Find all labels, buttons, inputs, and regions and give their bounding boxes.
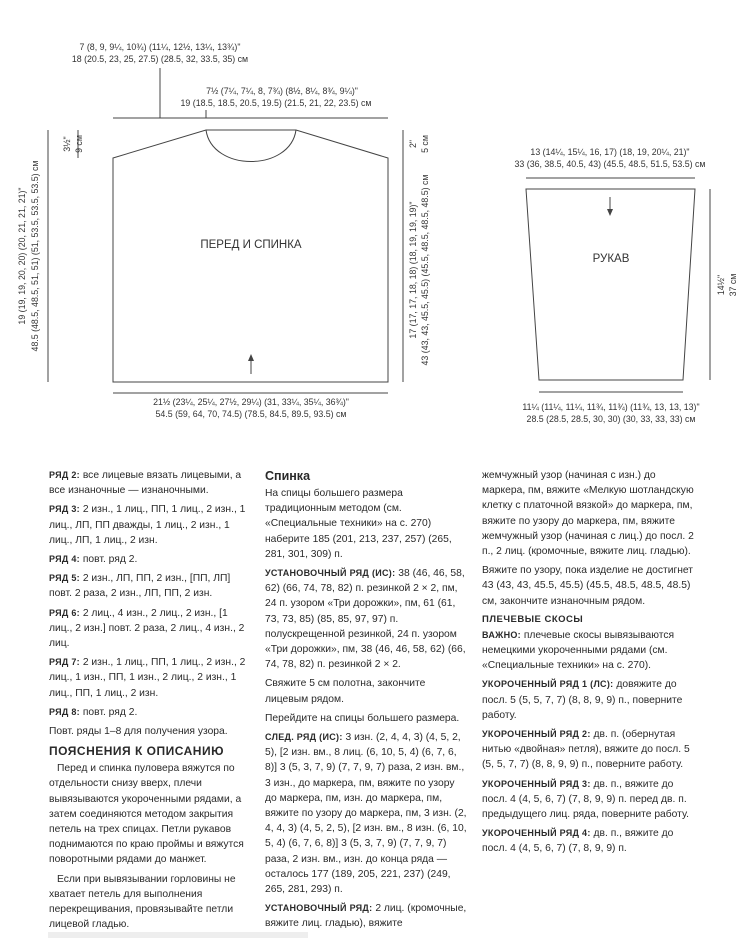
- back-paragraph-2: Свяжите 5 см полотна, закончите лицевым рядом.: [265, 678, 426, 705]
- short-row-1: [482, 677, 700, 723]
- back-section-title: Спинка: [265, 469, 311, 483]
- sleeve-top-width-cm: 33 (36, 38.5, 40.5, 43) (45.5, 48.5, 51.5, 53.5) см: [514, 159, 706, 169]
- row-5-text: 2 изн., ЛП, ПП, 2 изн., [ПП, ЛП] повт. 2 раза, 2 изн., ЛП, ПП, 2 изн.: [49, 573, 231, 600]
- row-2-label: РЯД 2:: [49, 470, 80, 480]
- text-column-2: [265, 468, 468, 936]
- row-2: [49, 468, 249, 498]
- setup-row-ws: [265, 566, 468, 672]
- shoulder-width-cm: 19 (18.5, 18.5, 20.5, 19.5) (21.5, 21, 22, 23.5) см: [180, 98, 372, 108]
- neck-width-in: 7 (8, 9, 9¼, 10¾) (11¼, 12½, 13¼, 13¾)": [79, 42, 241, 52]
- short-row-3: [482, 777, 700, 823]
- back-cast-on: На спицы большего размера традиционным методом (см. «Специальные техники» на с. 270) наберите 185 (201, 213, 237, 257) (265, 281, 301, 309) п.: [265, 488, 452, 560]
- text-column-3: [482, 468, 700, 861]
- neck-depth-in: 2": [408, 139, 418, 149]
- row-7: [49, 655, 249, 701]
- short-row-1-label: УКОРОЧЕННЫЙ РЯД 1 (ЛС):: [482, 679, 614, 690]
- front-back-outline: [113, 130, 388, 382]
- short-row-4-text: дв. п., вяжите до посл. 4 (4, 5, 6, 7) (7, 8, 9, 9) п.: [482, 828, 674, 855]
- row-4-text: повт. ряд 2.: [79, 554, 138, 566]
- repeat-note: Повт. ряды 1–8 для получения узора.: [49, 726, 228, 738]
- next-row-ws: [265, 730, 468, 897]
- row-2-text: все лицевые вязать лицевыми, а все изнаночные — изнаночными.: [49, 470, 242, 497]
- col3-paragraph-2: Вяжите по узору, пока изделие не достигнет 43 (43, 43, 45.5, 45.5) (45.5, 48.5, 48.5, 48.5) см, закончите изнаночным рядом.: [482, 565, 694, 607]
- short-row-2-label: УКОРОЧЕННЫЙ РЯД 2:: [482, 729, 591, 740]
- short-row-4: [482, 826, 700, 856]
- row-6-label: РЯД 6:: [49, 607, 80, 618]
- row-4: [49, 552, 249, 567]
- total-height-cm: 48.5 (48.5, 48.5, 51, 51) (51, 53.5, 53.5, 53.5) см: [30, 160, 40, 352]
- row-8: [49, 705, 249, 720]
- short-row-3-label: УКОРОЧЕННЫЙ РЯД 3:: [482, 778, 591, 789]
- setup-row-text: 2 лиц. (кромочные, вяжите лиц. гладью), вяжите: [265, 903, 467, 930]
- short-row-4-label: УКОРОЧЕННЫЙ РЯД 4:: [482, 828, 591, 839]
- row-7-label: РЯД 7:: [49, 657, 80, 668]
- sleeve-height-cm: 37 см: [728, 273, 738, 297]
- neck-width-cm: 18 (20.5, 23, 25, 27.5) (28.5, 32, 33.5, 35) см: [71, 54, 249, 64]
- side-height-in: 17 (17, 17, 18, 18) (18, 19, 19, 19)": [408, 201, 418, 339]
- important-note: [482, 628, 700, 674]
- neck-depth-cm: 5 см: [420, 135, 430, 153]
- schematic-figure: [0, 0, 750, 440]
- sleeve-top-width-in: 13 (14¼, 15¼, 16, 17) (18, 19, 20¼, 21)": [530, 147, 690, 157]
- width-in: 21½ (23¼, 25¼, 27½, 29¼) (31, 33¼, 35¼, 36¾)": [153, 397, 349, 407]
- shoulders-title: ПЛЕЧЕВЫЕ СКОСЫ: [482, 613, 584, 625]
- row-7-text: 2 изн., 1 лиц., ПП, 1 лиц., 2 изн., 2 лиц., 1 изн., ПП, 1 изн., 2 лиц., 2 изн., 1 лиц., ПП, 1 лиц., 2 изн.: [49, 657, 246, 699]
- row-3-label: РЯД 3:: [49, 504, 80, 515]
- setup-row-ws-text: 38 (46, 46, 58, 62) (66, 74, 78, 82) п. резинкой 2 × 2, пм, 24 п. узором «Три дорожки», пм, 61 (61, 73, 73, 85) (85, 85, 97, 97) п. полускрещенной резинкой, 24 п. узором «Три дорожки», пм, 38 (46, 46, 58, 62) (66, 74, 78, 82) п. резинкой 2 × 2.: [265, 568, 466, 671]
- row-6-text: 2 лиц., 4 изн., 2 лиц., 2 изн., [1 лиц., 2 изн.] повт. 2 раза, 2 лиц., 4 изн., 2 лиц.: [49, 607, 245, 650]
- row-5: [49, 571, 249, 601]
- notes-title: ПОЯСНЕНИЯ К ОПИСАНИЮ: [49, 744, 224, 759]
- important-text: плечевые скосы вывязываются немецкими укороченными рядами (см. «Специальные техники» на с. 270).: [482, 629, 675, 672]
- row-6: [49, 606, 249, 652]
- important-label: ВАЖНО:: [482, 629, 521, 640]
- row-8-text: повт. ряд 2.: [79, 706, 138, 718]
- front-back-label: ПЕРЕД И СПИНКА: [200, 239, 302, 251]
- next-row-ws-label: СЛЕД. РЯД (ИС):: [265, 732, 343, 743]
- col3-paragraph-1: жемчужный узор (начиная с изн.) до маркера, пм, вяжите «Мелкую шотландскую клетку с платочной вязкой» до маркера, пм, вяжите по узору до маркера, пм, вяжите жемчужный узор (начиная с лиц.) до посл. 2 п., 2 лиц. (кромочные, вяжите лиц. гладью).: [482, 470, 694, 558]
- sleeve-bottom-width-in: 11¼ (11¼, 11¼, 11¾, 11¾) (11¾, 13, 13, 13)": [522, 402, 700, 412]
- short-row-2: [482, 727, 700, 773]
- bottom-decorative-bar: [48, 932, 308, 938]
- neckline-curve: [206, 130, 296, 162]
- notes-paragraph-2: Если при вывязывании горловины не хватает петель для выполнения перекрещивания, провязывайте петли лицевой гладью.: [49, 873, 236, 931]
- sleeve-bottom-width-cm: 28.5 (28.5, 28.5, 30, 30) (30, 33, 33, 33) см: [526, 414, 696, 424]
- setup-row: [265, 901, 468, 931]
- short-row-3-text: дв. п., вяжите до посл. 4 (4, 5, 6, 7) (7, 8, 9, 9) п. перед дв. п. предыдущего лиц. ряда, поверните работу.: [482, 778, 689, 821]
- notes-paragraph-1: Перед и спинка пуловера вяжутся по отдельности снизу вверх, плечи вывязываются укороченными рядами, а затем соединяются методом закрытия петель на трех спицах. Петли рукавов поднимаются по краю проймы и вяжутся поворотными рядами до манжет.: [49, 763, 244, 866]
- slope-height-cm: 9 см: [74, 135, 84, 153]
- back-paragraph-3: Перейдите на спицы большего размера.: [265, 712, 460, 724]
- width-cm: 54.5 (59, 64, 70, 74.5) (78.5, 84.5, 89.5, 93.5) см: [155, 409, 347, 419]
- slope-height-in: 3½": [62, 136, 72, 152]
- sleeve-height-in: 14½": [716, 274, 726, 296]
- sleeve-outline: [526, 189, 695, 380]
- shoulder-width-in: 7½ (7¼, 7¼, 8, 7¾) (8½, 8¼, 8¾, 9¼)": [206, 86, 358, 96]
- row-4-label: РЯД 4:: [49, 554, 80, 565]
- next-row-ws-text: 3 изн. (2, 4, 4, 3) (4, 5, 2, 5), [2 изн. вм., 8 лиц. (6, 10, 5, 4) (6, 7, 6, 8)] 3 (5, 3, 7, 9) (7, 7, 9, 7) раза, 2 изн. вм., 3 изн., до маркера, пм, вяжите по узору до маркера, пм, изн. до маркера, пм, вяжите по узору до маркера, пм, 3 изн. (2, 4, 4, 3) (4, 5, 2, 5), [2 изн. вм., 8 изн. (6, 10, 5, 4) (6, 7, 6, 8)] 3 (5, 3, 7, 9) (7, 7, 9, 7) раза, 2 изн. вм., изн. до конца ряда — осталось 177 (189, 205, 221, 237) (249, 265, 281, 293) п.: [265, 732, 467, 896]
- sleeve-label: РУКАВ: [592, 253, 630, 265]
- setup-row-ws-label: УСТАНОВОЧНЫЙ РЯД (ИС):: [265, 568, 396, 579]
- side-height-cm: 43 (43, 43, 45.5, 45.5) (45.5, 48.5, 48.5, 48.5) см: [420, 174, 430, 366]
- row-3: [49, 502, 249, 548]
- row-8-label: РЯД 8:: [49, 706, 80, 717]
- short-row-1-text: довяжите до посл. 5 (5, 5, 7, 7) (8, 8, 9, 9) п., поверните работу.: [482, 679, 683, 721]
- row-5-label: РЯД 5:: [49, 573, 80, 584]
- short-row-2-text: дв. п. (обернутая нитью «двойная» петля), вяжите до посл. 5 (5, 5, 7, 7) (8, 8, 9, 9) п., поверните работу.: [482, 729, 690, 771]
- total-height-in: 19 (19, 19, 20, 20) (20, 21, 21, 21)": [17, 187, 27, 325]
- text-column-1: [49, 468, 249, 936]
- row-3-text: 2 изн., 1 лиц., ПП, 1 лиц., 2 изн., 1 лиц., ЛП, ПП дважды, 1 лиц., 2 изн., 1 лиц., ЛП, 1 лиц., 2 изн.: [49, 504, 246, 546]
- setup-row-label: УСТАНОВОЧНЫЙ РЯД:: [265, 903, 373, 914]
